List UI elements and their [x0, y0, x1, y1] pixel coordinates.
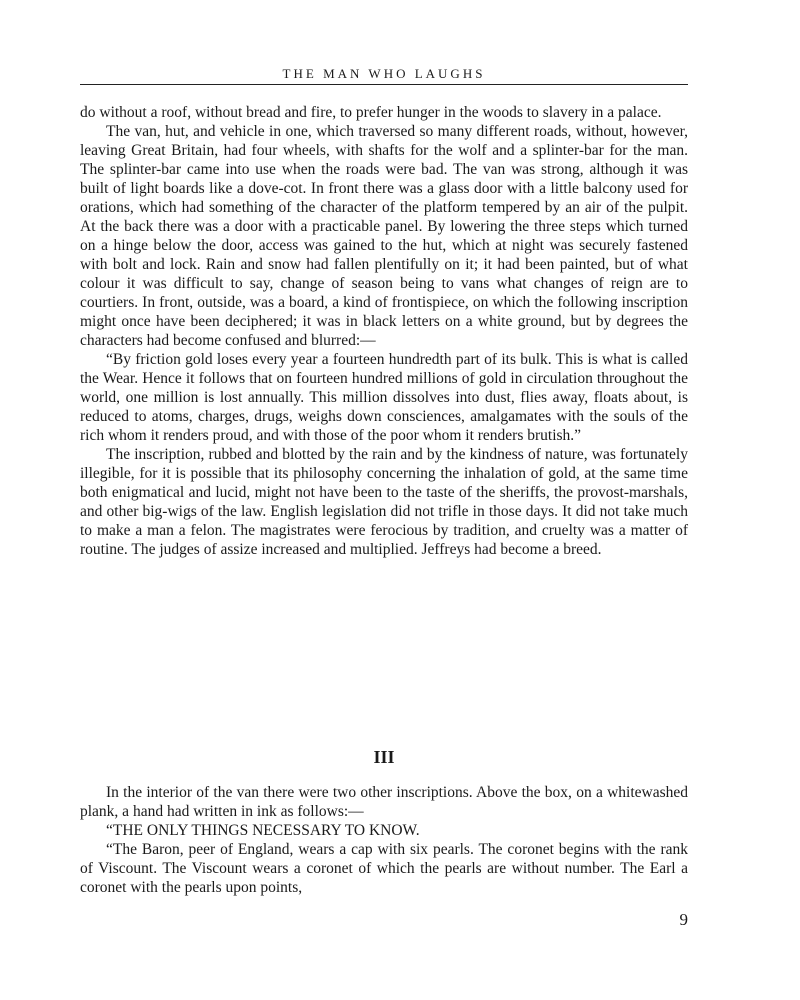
chapter-number: III [373, 747, 395, 767]
paragraph: do without a roof, without bread and fire, to prefer hunger in the woods to slavery in a palace. [80, 104, 662, 121]
paragraph: The inscription, rubbed and blotted by the rain and by the kindness of nature, was fortunately illegible, for it is possible that its philosophy concerning the inhalation of gold, at the same time both enigmatical and lucid, might not have been to the taste of the sheriffs, the provost-marshals, and other big-wigs of the law. English legislation did not trifle in those days. It did not take much to make a man a felon. The magistrates were ferocious by tradition, and cruelty was a matter of routine. The judges of assize increased and multiplied. Jeffreys had become a breed. [80, 446, 688, 558]
page-number: 9 [679, 910, 688, 929]
running-head: THE MAN WHO LAUGHS [282, 66, 486, 81]
paragraph: In the interior of the van there were two other inscriptions. Above the box, on a whitewashed plank, a hand had written in ink as follows:— [80, 784, 688, 820]
paragraph: “THE ONLY THINGS NECESSARY TO KNOW. [106, 822, 420, 839]
body-text-section-one [80, 103, 688, 559]
header-rule [80, 84, 688, 85]
paragraph: “The Baron, peer of England, wears a cap with six pearls. The coronet begins with the rank of Viscount. The Viscount wears a coronet of which the pearls are without number. The Earl a coronet with the pearls upon points, [80, 841, 688, 896]
body-text-section-two [80, 783, 688, 897]
paragraph: “By friction gold loses every year a fourteen hundredth part of its bulk. This is what is called the Wear. Hence it follows that on fourteen hundred millions of gold in circulation throughout the world, one million is lost annually. This million dissolves into dust, flies away, floats about, is reduced to atoms, charges, drugs, weighs down consciences, amalgamates with the souls of the rich whom it renders proud, and with those of the poor whom it renders brutish.” [80, 351, 688, 444]
paragraph: The van, hut, and vehicle in one, which traversed so many different roads, without, however, leaving Great Britain, had four wheels, with shafts for the wolf and a splinter-bar for the man. The splinter-bar came into use when the roads were bad. The van was strong, although it was built of light boards like a dove-cot. In front there was a glass door with a little balcony used for orations, which had something of the character of the platform tempered by an air of the pulpit. At the back there was a door with a practicable panel. By lowering the three steps which turned on a hinge below the door, access was gained to the hut, which at night was securely fastened with bolt and lock. Rain and snow had fallen plentifully on it; it had been painted, but of what colour it was difficult to say, change of season being to vans what changes of reign are to courtiers. In front, outside, was a board, a kind of frontispiece, on which the following inscription might once have been deciphered; it was in black letters on a white ground, but by degrees the characters had become confused and blurred:— [80, 123, 688, 349]
